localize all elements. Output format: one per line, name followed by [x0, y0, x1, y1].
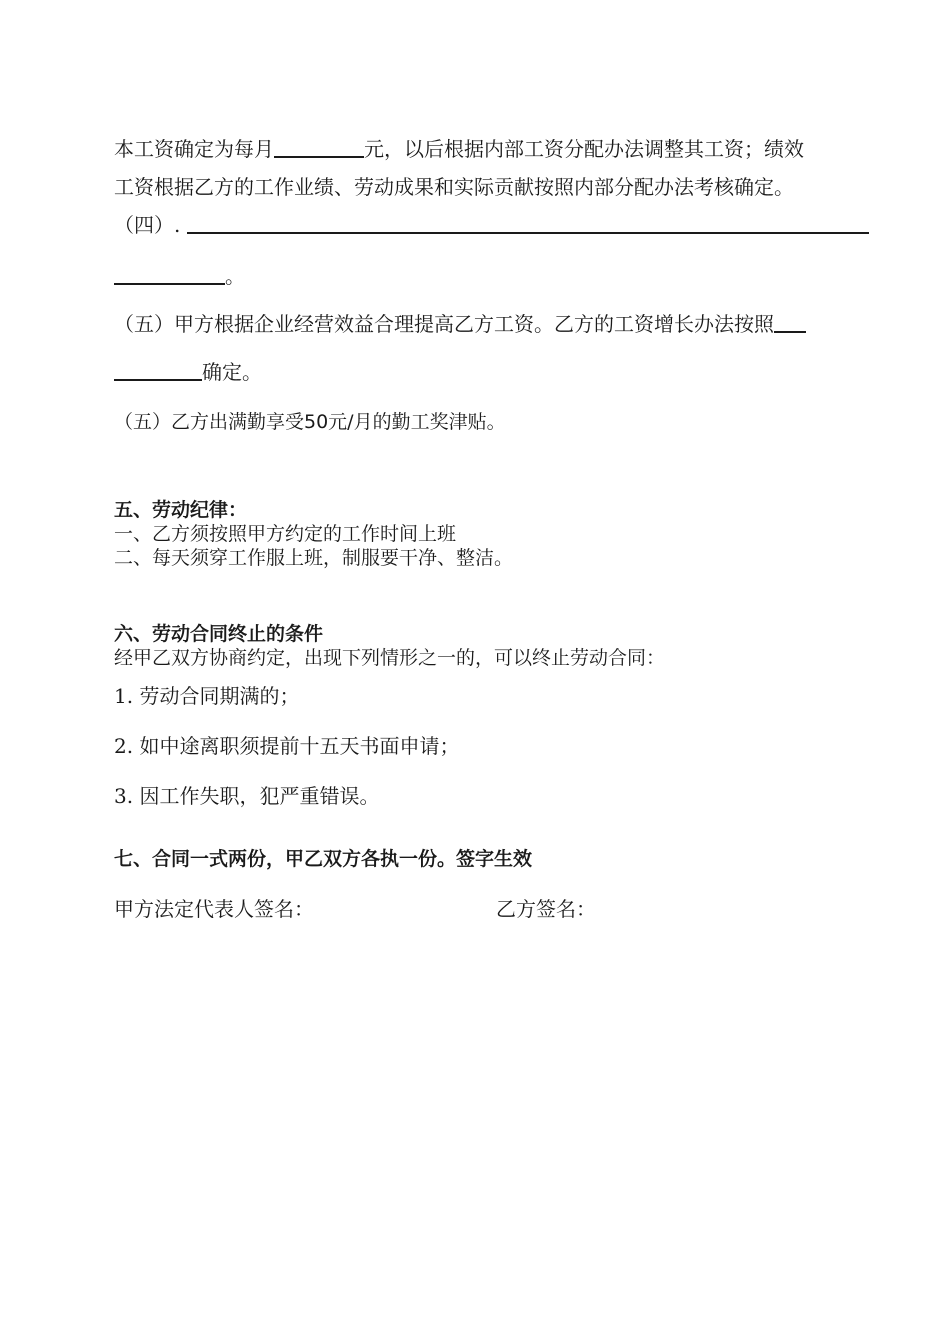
item-4-continuation: [114, 263, 245, 289]
item-5a-end: 确定。: [202, 360, 262, 384]
item-5a-text: （五）甲方根据企业经营效益合理提高乙方工资。乙方的工资增长办法按照: [114, 312, 774, 336]
raise-method-blank-continued[interactable]: [114, 359, 202, 381]
salary-line-1-prefix: 本工资确定为每月: [114, 137, 274, 161]
party-b-signature-label: 乙方签名：: [496, 897, 596, 921]
item-4-line: [114, 212, 869, 238]
salary-line-2: 工资根据乙方的工作业绩、劳动成果和实际贡献按照内部分配办法考核确定。: [114, 175, 794, 199]
item-4-blank[interactable]: [187, 212, 869, 234]
discipline-item-2: 二、每天须穿工作服上班，制服要干净、整洁。: [114, 547, 514, 569]
termination-heading: 六、劳动合同终止的条件: [114, 623, 324, 645]
copies-heading: 七、合同一式两份，甲乙双方各执一份。签字生效: [114, 848, 533, 870]
discipline-heading: 五、劳动纪律：: [114, 499, 248, 521]
party-a-signature-label: 甲方法定代表人签名：: [114, 897, 314, 921]
item-5b-line: （五）乙方出满勤享受50元/月的勤工奖津贴。: [114, 411, 506, 433]
item-4-blank-continued[interactable]: [114, 263, 225, 285]
discipline-item-1: 一、乙方须按照甲方约定的工作时间上班: [114, 523, 457, 545]
termination-intro: 经甲乙双方协商约定，出现下列情形之一的，可以终止劳动合同：: [114, 647, 666, 669]
termination-item-1: 1. 劳动合同期满的；: [114, 684, 300, 708]
termination-item-2: 2. 如中途离职须提前十五天书面申请；: [114, 734, 460, 758]
termination-item-3: 3. 因工作失职，犯严重错误。: [114, 784, 380, 808]
item-5a-continuation: [114, 359, 262, 385]
salary-line-1-suffix: 元，以后根据内部工资分配办法调整其工资；绩效: [364, 137, 804, 161]
salary-line-1: [114, 136, 804, 162]
item-5a-line: [114, 311, 806, 337]
item-4-label: （四）.: [114, 213, 181, 237]
raise-method-blank[interactable]: [774, 311, 806, 333]
monthly-salary-blank[interactable]: [274, 136, 364, 158]
item-4-end: 。: [225, 264, 245, 288]
